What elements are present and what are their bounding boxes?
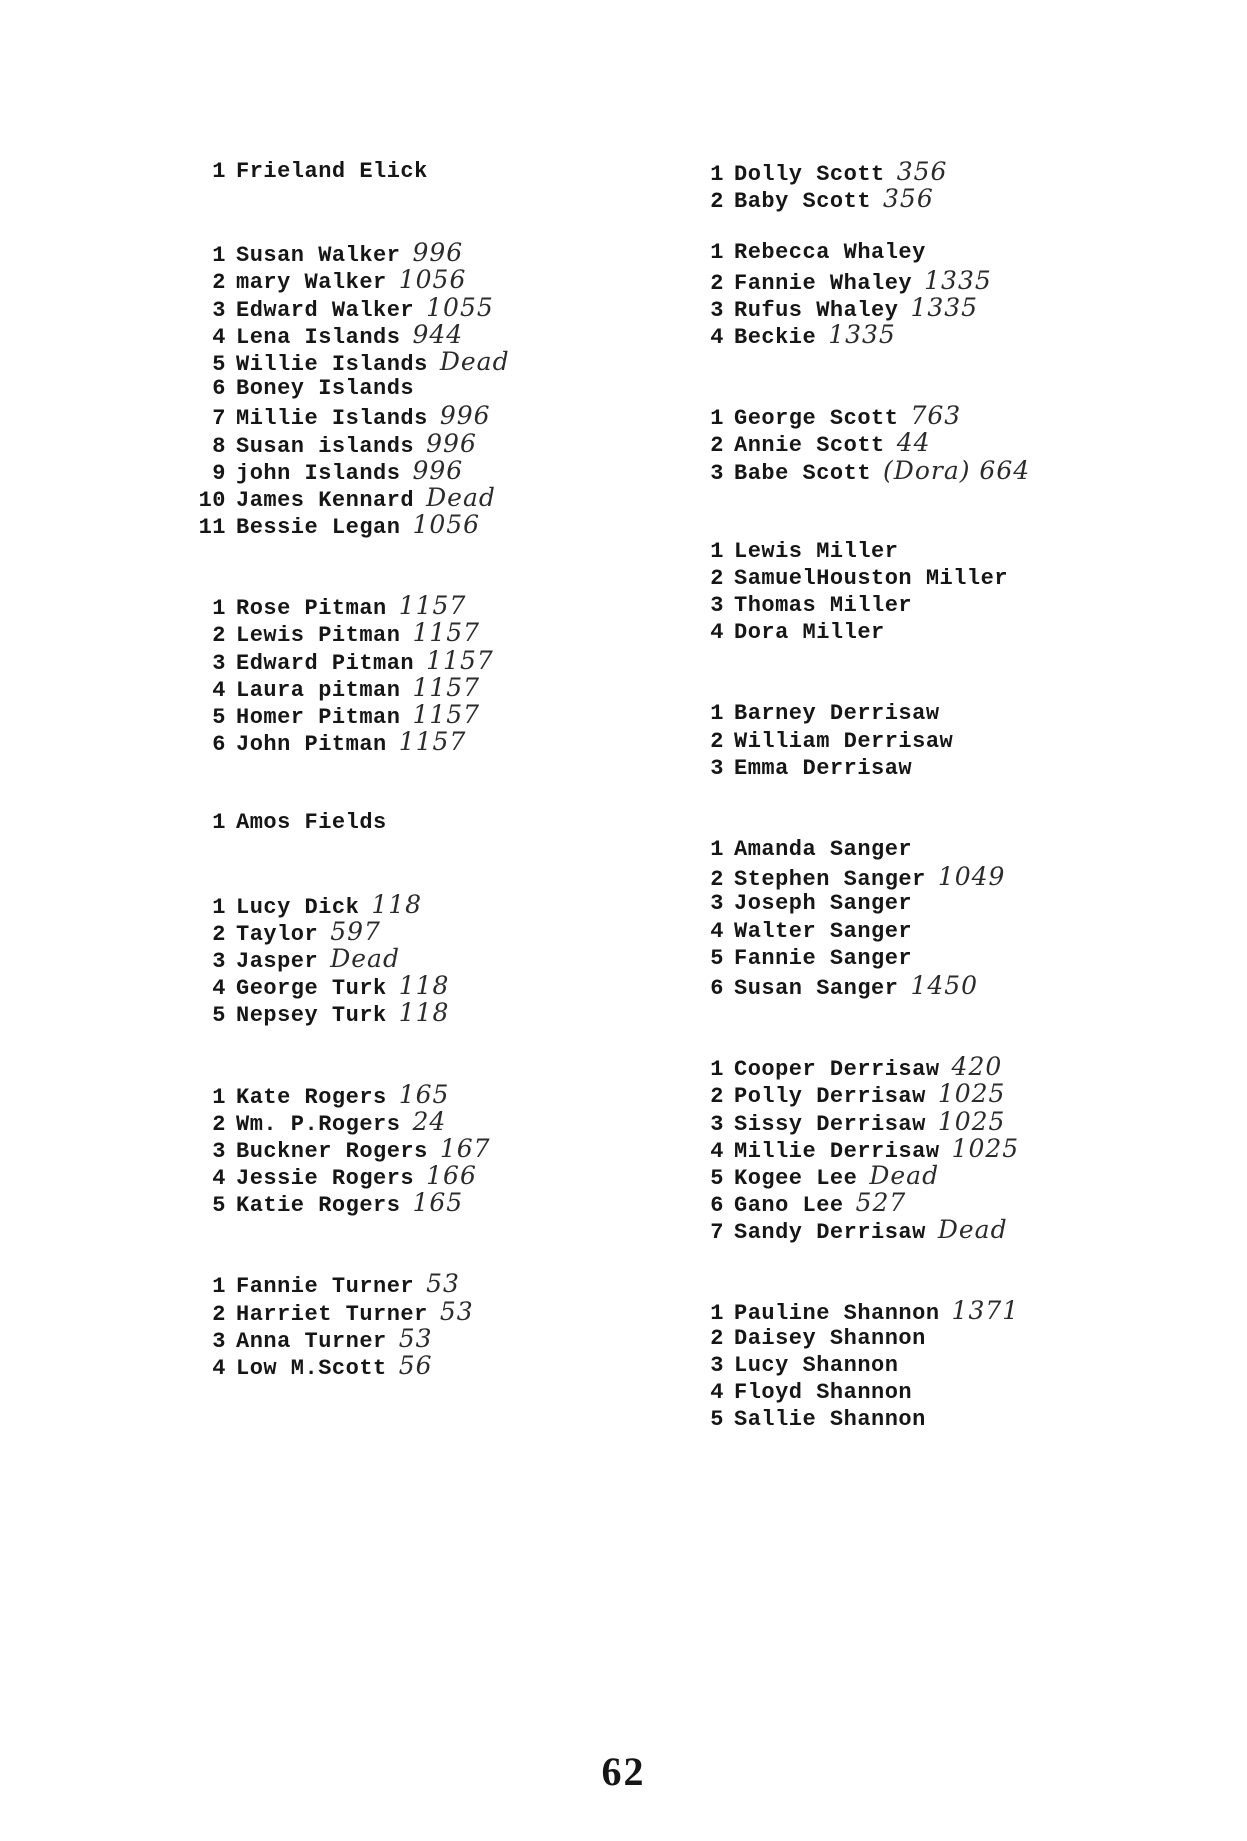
entry-name: John Pitman [236, 732, 387, 758]
handwritten-note: 56 [398, 1351, 433, 1380]
left-column [190, 158, 620, 1379]
handwritten-note: 996 [439, 401, 491, 431]
entry-name: Daisey Shannon [734, 1325, 926, 1351]
roll-entry [190, 265, 620, 296]
entry-number: 5 [710, 1407, 724, 1433]
entry-number: 4 [710, 918, 724, 944]
entry-name: Lucy Shannon [734, 1352, 899, 1378]
entry-number: 1 [710, 1057, 724, 1083]
entry-number: 4 [212, 324, 226, 350]
roll-entry [190, 1325, 620, 1352]
roll-entry [688, 267, 1118, 294]
entry-name: Millie Islands [236, 406, 428, 432]
entry-number: 5 [710, 945, 724, 971]
roll-entry [688, 1162, 1118, 1189]
roll-entry [190, 945, 620, 972]
entry-name: john Islands [236, 460, 401, 486]
family-group [688, 538, 1118, 647]
entry-number: 3 [212, 1138, 226, 1164]
entry-number: 1 [212, 243, 226, 269]
roll-entry [190, 1108, 620, 1135]
page-number: 62 [601, 1749, 646, 1794]
roll-entry [688, 1406, 1118, 1433]
entry-number: 3 [710, 1352, 724, 1378]
entry-name: Lewis Miller [734, 538, 899, 564]
entry-number: 8 [212, 433, 226, 459]
entry-number: 5 [212, 705, 226, 730]
entry-number: 2 [710, 1325, 724, 1351]
handwritten-note: 165 [412, 1188, 464, 1218]
entry-name: Kate Rogers [236, 1084, 387, 1110]
entry-number: 6 [212, 376, 226, 402]
entry-name: Dora Miller [734, 620, 885, 646]
entry-name: mary Walker [236, 270, 387, 296]
entry-number: 5 [212, 351, 226, 377]
entry-number: 4 [710, 1138, 724, 1164]
entry-number: 6 [710, 1193, 724, 1219]
handwritten-note: Dead [937, 1215, 1008, 1245]
entry-name: Lewis Pitman [236, 623, 401, 649]
entry-name: Susan islands [236, 433, 415, 459]
roll-entry [688, 755, 1118, 782]
entry-name: Gano Lee [734, 1193, 844, 1219]
handwritten-note: 118 [398, 998, 450, 1028]
entry-name: Edward Walker [236, 297, 415, 323]
entry-number: 4 [212, 677, 226, 703]
handwritten-note: 1049 [937, 862, 1006, 892]
handwritten-note: 944 [412, 319, 464, 349]
roll-entry [688, 321, 1118, 348]
entry-name: Thomas Miller [734, 593, 913, 619]
entry-name: Bessie Legan [236, 515, 401, 541]
entry-name: Anna Turner [236, 1328, 387, 1354]
entry-name: Low M.Scott [236, 1356, 387, 1381]
entry-name: Babe Scott [734, 460, 872, 486]
roll-entry [190, 457, 620, 484]
roll-entry [190, 294, 620, 321]
handwritten-note: 166 [426, 1161, 477, 1191]
roll-entry [190, 971, 620, 1002]
entry-number: 2 [710, 728, 724, 754]
handwritten-note: 356 [883, 184, 934, 214]
entry-name: Baby Scott [734, 189, 872, 215]
roll-entry [190, 430, 620, 457]
entry-name: Susan Walker [236, 243, 401, 269]
handwritten-note: 996 [412, 238, 464, 268]
roll-entry [688, 1052, 1118, 1083]
roll-entry [688, 700, 1118, 727]
handwritten-note: 1335 [924, 265, 992, 295]
entry-number: 2 [212, 623, 226, 649]
entry-number: 1 [212, 894, 226, 920]
entry-number: 2 [710, 270, 724, 296]
entry-number: 3 [710, 891, 724, 917]
roll-entry [190, 647, 620, 674]
roll-entry [688, 728, 1118, 755]
roll-entry [190, 348, 620, 375]
entry-number: 9 [212, 460, 226, 486]
entry-number: 3 [710, 460, 724, 486]
entry-number: 1 [710, 162, 724, 187]
entry-name: Homer Pitman [236, 705, 401, 730]
handwritten-note: 996 [426, 428, 477, 458]
roll-entry [190, 998, 620, 1029]
roll-entry [190, 1161, 620, 1192]
entry-name: Cooper Derrisaw [734, 1057, 940, 1083]
handwritten-note: 24 [412, 1106, 447, 1136]
roll-entry [190, 1352, 620, 1379]
handwritten-note: 53 [398, 1323, 433, 1353]
entry-name: Harriet Turner [236, 1301, 428, 1327]
roll-entry [190, 375, 620, 402]
roll-entry [688, 158, 1118, 185]
roll-entry [688, 890, 1118, 917]
roll-entry [688, 538, 1118, 565]
roll-entry [688, 1296, 1118, 1327]
entry-number: 4 [212, 976, 226, 1002]
entry-number: 3 [212, 948, 226, 974]
entry-number: 1 [710, 240, 724, 266]
entry-name: SamuelHouston Miller [734, 565, 1009, 591]
handwritten-note: 1025 [937, 1106, 1006, 1136]
roll-entry [688, 1188, 1118, 1219]
entry-name: Amanda Sanger [734, 837, 913, 862]
handwritten-note: 1371 [951, 1296, 1020, 1326]
entry-number: 3 [710, 755, 724, 781]
entry-name: Sissy Derrisaw [734, 1111, 926, 1137]
roll-entry [688, 972, 1118, 999]
entry-name: Jessie Rogers [236, 1166, 415, 1192]
roll-entry [688, 1215, 1118, 1246]
handwritten-note: Dead [330, 943, 400, 973]
roll-entry [688, 1108, 1118, 1135]
entry-name: Sandy Derrisaw [734, 1220, 926, 1246]
entry-name: Polly Derrisaw [734, 1084, 926, 1110]
roll-entry [688, 1079, 1118, 1110]
entry-number: 1 [710, 1301, 724, 1327]
entry-number: 5 [212, 1193, 226, 1219]
entry-number: 3 [212, 650, 226, 676]
entry-name: Stephen Sanger [734, 867, 926, 893]
entry-number: 2 [710, 433, 724, 459]
entry-name: Floyd Shannon [734, 1380, 913, 1405]
family-group [190, 809, 620, 836]
roll-entry [190, 1135, 620, 1162]
entry-number: 2 [212, 1111, 226, 1137]
roll-entry [688, 945, 1118, 972]
entry-name: Frieland Elick [236, 159, 428, 184]
roll-entry [190, 484, 620, 511]
roll-entry [688, 592, 1118, 619]
handwritten-note: 1056 [412, 510, 481, 540]
handwritten-note: 1025 [937, 1079, 1006, 1109]
roll-entry [688, 457, 1118, 484]
handwritten-note: 167 [439, 1133, 491, 1163]
roll-entry [190, 401, 620, 432]
entry-name: Laura pitman [236, 677, 401, 703]
roll-entry [190, 727, 620, 758]
roll-entry [190, 918, 620, 945]
roll-entry [688, 1325, 1118, 1352]
entry-number: 2 [710, 1084, 724, 1110]
family-group [190, 158, 620, 185]
entry-number: 11 [198, 515, 226, 541]
entry-number: 2 [710, 189, 724, 215]
roll-entry [190, 1269, 620, 1300]
roll-entry [190, 891, 620, 918]
family-group [688, 700, 1118, 782]
roll-entry [190, 238, 620, 269]
entry-number: 1 [212, 1274, 226, 1300]
entry-number: 4 [212, 1356, 226, 1381]
handwritten-note: 597 [330, 916, 381, 946]
handwritten-note: 1157 [426, 645, 494, 675]
family-group [688, 1052, 1118, 1246]
handwritten-note: Dead [439, 346, 510, 376]
roll-entry [190, 1298, 620, 1325]
entry-name: William Derrisaw [734, 728, 954, 754]
entry-number: 1 [710, 837, 724, 862]
handwritten-note: 118 [398, 971, 450, 1001]
entry-number: 5 [710, 1165, 724, 1191]
roll-entry [190, 591, 620, 622]
handwritten-note: 763 [910, 401, 962, 431]
entry-name: Jasper [236, 948, 319, 974]
roll-entry [688, 918, 1118, 945]
handwritten-note: 996 [412, 455, 464, 485]
entry-name: James Kennard [236, 487, 415, 513]
roll-entry [190, 1081, 620, 1108]
roll-entry [688, 294, 1118, 321]
entry-number: 1 [710, 538, 724, 564]
handwritten-note: 165 [398, 1079, 450, 1109]
entry-name: Rose Pitman [236, 596, 387, 622]
entry-number: 1 [710, 701, 724, 727]
entry-name: Pauline Shannon [734, 1301, 940, 1327]
entry-number: 6 [710, 975, 724, 1001]
roll-entry [688, 428, 1118, 459]
handwritten-note: Dead [869, 1160, 940, 1190]
roll-entry [190, 321, 620, 348]
family-group [688, 1297, 1118, 1433]
entry-number: 10 [198, 487, 226, 513]
roll-entry [688, 1135, 1118, 1162]
entry-number: 1 [710, 406, 724, 432]
handwritten-note: 420 [951, 1052, 1003, 1082]
entry-number: 4 [212, 1166, 226, 1192]
family-group [688, 239, 1118, 348]
entry-name: George Scott [734, 406, 899, 432]
handwritten-note: 53 [439, 1296, 474, 1326]
handwritten-note: 527 [855, 1188, 907, 1218]
entry-name: Buckner Rogers [236, 1138, 428, 1164]
roll-entry [190, 510, 620, 541]
roll-entry [688, 401, 1118, 432]
entry-number: 3 [212, 297, 226, 323]
entry-name: Susan Sanger [734, 975, 899, 1001]
entry-name: Willie Islands [236, 351, 428, 377]
entry-number: 2 [212, 270, 226, 296]
entry-number: 2 [212, 1301, 226, 1327]
handwritten-note: 1056 [398, 265, 467, 295]
entry-number: 6 [212, 732, 226, 758]
entry-name: Nepsey Turk [236, 1003, 387, 1029]
entry-number: 3 [212, 1328, 226, 1354]
entry-number: 1 [212, 1084, 226, 1110]
handwritten-note: 1157 [398, 727, 467, 757]
family-group [688, 402, 1118, 484]
handwritten-note: 1025 [951, 1133, 1020, 1163]
handwritten-note: 1055 [426, 292, 494, 322]
entry-name: Dolly Scott [734, 162, 885, 187]
entry-name: Wm. P.Rogers [236, 1111, 401, 1137]
handwritten-note: 1335 [910, 292, 979, 322]
entry-number: 7 [710, 1220, 724, 1246]
entry-number: 4 [710, 324, 724, 350]
entry-number: 5 [212, 1003, 226, 1029]
entry-name: Fannie Sanger [734, 945, 913, 971]
roll-entry [190, 701, 620, 728]
roll-entry [688, 836, 1118, 863]
handwritten-note: 356 [896, 157, 948, 186]
roll-entry [190, 618, 620, 649]
entry-name: Fannie Turner [236, 1274, 415, 1300]
entry-name: Lucy Dick [236, 894, 360, 920]
roll-entry [190, 158, 620, 185]
entry-name: Rebecca Whaley [734, 240, 926, 266]
entry-name: Annie Scott [734, 433, 885, 459]
entry-name: Joseph Sanger [734, 891, 913, 917]
entry-number: 2 [710, 867, 724, 893]
roll-entry [688, 862, 1118, 893]
entry-name: Amos Fields [236, 810, 387, 836]
entry-name: Sallie Shannon [734, 1407, 926, 1433]
roll-entry [190, 1188, 620, 1219]
right-column [688, 158, 1118, 1433]
family-group [190, 591, 620, 758]
entry-name: Kogee Lee [734, 1165, 858, 1191]
roll-entry [688, 184, 1118, 215]
handwritten-note: 1157 [398, 591, 467, 621]
roll-entry [688, 1352, 1118, 1379]
entry-name: Taylor [236, 921, 319, 947]
handwritten-note: 53 [426, 1269, 460, 1299]
entry-number: 3 [710, 593, 724, 619]
entry-number: 1 [212, 596, 226, 622]
handwritten-note: 1157 [412, 672, 481, 702]
entry-name: Barney Derrisaw [734, 701, 940, 727]
entry-number: 4 [710, 620, 724, 646]
handwritten-note: 1450 [910, 970, 979, 1000]
roll-entry [688, 1379, 1118, 1406]
roll-entry [190, 674, 620, 701]
roll-entry [688, 619, 1118, 646]
handwritten-note: 1335 [828, 319, 896, 349]
roll-entry [190, 809, 620, 836]
entry-number: 1 [212, 810, 226, 836]
entry-number: 2 [710, 565, 724, 591]
handwritten-note: 1157 [412, 700, 481, 729]
family-group [190, 891, 620, 1027]
roll-entry [688, 239, 1118, 266]
entry-name: Beckie [734, 324, 817, 350]
entry-name: Rufus Whaley [734, 297, 899, 323]
entry-name: Fannie Whaley [734, 270, 913, 296]
family-group [688, 157, 1118, 215]
entry-number: 4 [710, 1380, 724, 1405]
handwritten-note: 44 [896, 428, 931, 458]
entry-number: 7 [212, 406, 226, 432]
handwritten-note: (Dora) 664 [883, 455, 1031, 485]
handwritten-note: 1157 [412, 618, 481, 648]
entry-number: 1 [212, 159, 226, 184]
family-group [190, 238, 620, 541]
entry-name: George Turk [236, 976, 387, 1002]
handwritten-note: Dead [426, 482, 496, 512]
entry-name: Edward Pitman [236, 650, 415, 676]
entry-name: Katie Rogers [236, 1193, 401, 1219]
handwritten-note: 118 [371, 889, 423, 919]
entry-name: Lena Islands [236, 324, 401, 350]
roll-entry [688, 565, 1118, 592]
entry-number: 3 [710, 1111, 724, 1137]
entry-name: Millie Derrisaw [734, 1138, 940, 1164]
entry-number: 3 [710, 297, 724, 323]
family-group [190, 1081, 620, 1217]
family-group [688, 836, 1118, 999]
entry-number: 2 [212, 921, 226, 947]
family-group [190, 1270, 620, 1379]
entry-name: Boney Islands [236, 376, 415, 402]
entry-name: Walter Sanger [734, 918, 913, 944]
entry-name: Emma Derrisaw [734, 755, 913, 781]
